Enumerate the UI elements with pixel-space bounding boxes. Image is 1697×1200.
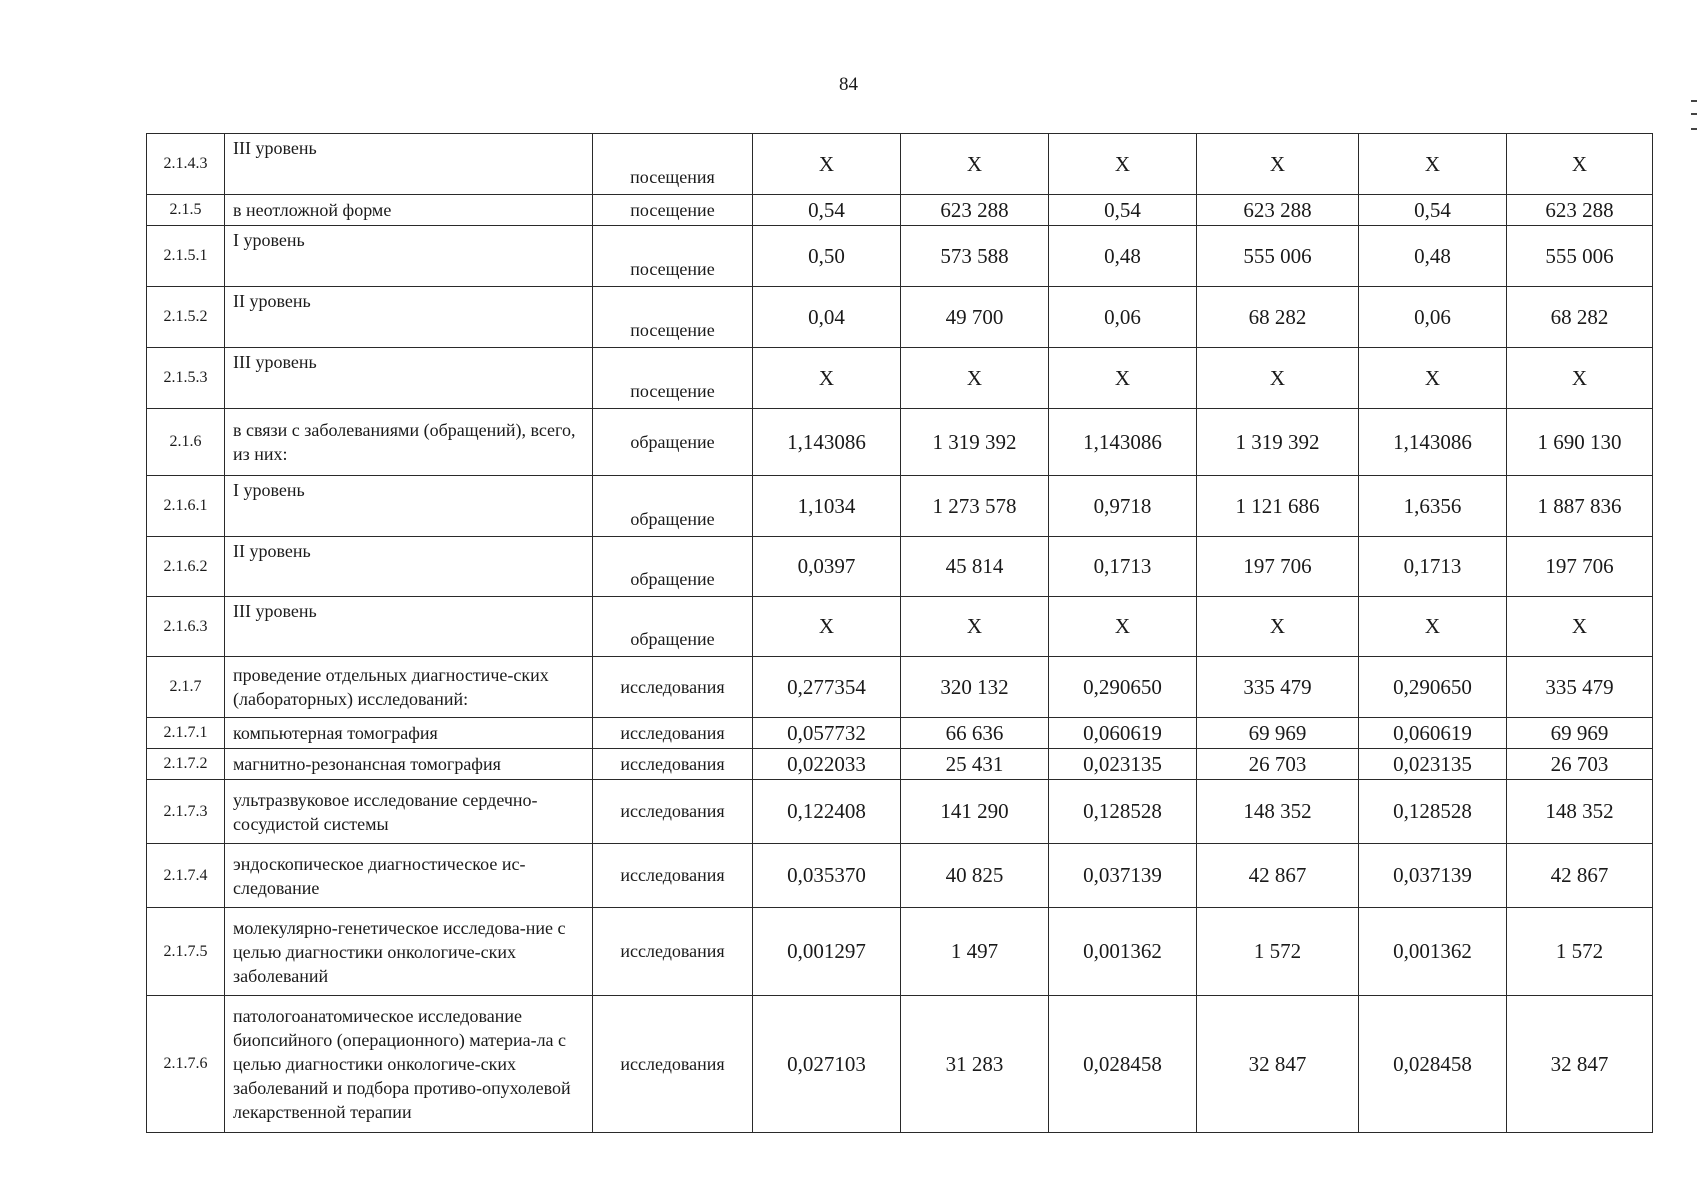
row-code: 2.1.7.3 xyxy=(147,780,225,844)
row-code: 2.1.6.3 xyxy=(147,597,225,657)
row-value: 1 572 xyxy=(1507,908,1653,996)
row-value: 1 887 836 xyxy=(1507,476,1653,537)
row-unit: посещение xyxy=(593,226,753,287)
row-code: 2.1.7 xyxy=(147,657,225,718)
row-value: 69 969 xyxy=(1507,718,1653,749)
row-value: 1 690 130 xyxy=(1507,409,1653,476)
row-value: 0,128528 xyxy=(1359,780,1507,844)
row-value: 1,143086 xyxy=(753,409,901,476)
row-value: 197 706 xyxy=(1197,537,1359,597)
row-value: 0,037139 xyxy=(1359,844,1507,908)
row-value: 623 288 xyxy=(1197,195,1359,226)
row-value: Х xyxy=(901,348,1049,409)
row-value: 335 479 xyxy=(1197,657,1359,718)
table-row xyxy=(147,537,1653,597)
table-row xyxy=(147,348,1653,409)
row-value: 1,143086 xyxy=(1049,409,1197,476)
table-row xyxy=(147,657,1653,718)
row-unit: обращение xyxy=(593,476,753,537)
table-row xyxy=(147,134,1653,195)
row-value: 0,290650 xyxy=(1049,657,1197,718)
row-value: 0,122408 xyxy=(753,780,901,844)
row-value: 0,0397 xyxy=(753,537,901,597)
row-value: Х xyxy=(1359,348,1507,409)
row-unit: исследования xyxy=(593,844,753,908)
row-value: 148 352 xyxy=(1197,780,1359,844)
row-value: Х xyxy=(1507,134,1653,195)
row-value: Х xyxy=(1197,597,1359,657)
row-value: 68 282 xyxy=(1197,287,1359,348)
row-unit: исследования xyxy=(593,780,753,844)
row-unit: обращение xyxy=(593,537,753,597)
row-value: 1 572 xyxy=(1197,908,1359,996)
row-value: 0,48 xyxy=(1359,226,1507,287)
table-row xyxy=(147,718,1653,749)
row-value: 1 121 686 xyxy=(1197,476,1359,537)
row-unit: исследования xyxy=(593,908,753,996)
row-value: 31 283 xyxy=(901,996,1049,1133)
row-unit: исследования xyxy=(593,996,753,1133)
row-code: 2.1.5.2 xyxy=(147,287,225,348)
row-name: магнитно-резонансная томография xyxy=(225,749,593,780)
row-value: 0,277354 xyxy=(753,657,901,718)
row-unit: исследования xyxy=(593,718,753,749)
row-value: 1 273 578 xyxy=(901,476,1049,537)
row-code: 2.1.5.1 xyxy=(147,226,225,287)
row-value: 0,028458 xyxy=(1359,996,1507,1133)
row-value: Х xyxy=(1507,597,1653,657)
row-value: 320 132 xyxy=(901,657,1049,718)
row-value: Х xyxy=(753,597,901,657)
row-code: 2.1.7.2 xyxy=(147,749,225,780)
table-row xyxy=(147,195,1653,226)
data-table xyxy=(146,133,1653,1133)
row-value: 42 867 xyxy=(1197,844,1359,908)
row-value: 0,48 xyxy=(1049,226,1197,287)
row-value: 0,027103 xyxy=(753,996,901,1133)
row-value: Х xyxy=(1049,348,1197,409)
row-value: 68 282 xyxy=(1507,287,1653,348)
row-value: 1 319 392 xyxy=(901,409,1049,476)
row-value: 0,290650 xyxy=(1359,657,1507,718)
row-value: 1,143086 xyxy=(1359,409,1507,476)
row-value: 0,9718 xyxy=(1049,476,1197,537)
row-value: 141 290 xyxy=(901,780,1049,844)
row-value: Х xyxy=(1049,134,1197,195)
row-value: 0,057732 xyxy=(753,718,901,749)
row-name: I уровень xyxy=(225,476,593,537)
row-code: 2.1.5 xyxy=(147,195,225,226)
table-row xyxy=(147,749,1653,780)
row-value: 0,001362 xyxy=(1359,908,1507,996)
table-row xyxy=(147,844,1653,908)
row-name: в связи с заболеваниями (обращений), всего, из них: xyxy=(225,409,593,476)
row-name: в неотложной форме xyxy=(225,195,593,226)
row-value: 573 588 xyxy=(901,226,1049,287)
row-value: 197 706 xyxy=(1507,537,1653,597)
row-value: 0,50 xyxy=(753,226,901,287)
row-name: II уровень xyxy=(225,537,593,597)
row-value: 0,060619 xyxy=(1049,718,1197,749)
row-name: проведение отдельных диагностиче-ских (лабораторных) исследований: xyxy=(225,657,593,718)
row-value: 0,028458 xyxy=(1049,996,1197,1133)
row-value: 335 479 xyxy=(1507,657,1653,718)
row-unit: исследования xyxy=(593,749,753,780)
table-row xyxy=(147,287,1653,348)
table-row xyxy=(147,780,1653,844)
row-unit: посещение xyxy=(593,195,753,226)
row-name: патологоанатомическое исследование биопсийного (операционного) материа-ла с целью диагностики онкологиче-ских заболеваний и подбора противо-опухолевой лекарственной терапии xyxy=(225,996,593,1133)
row-value: 0,128528 xyxy=(1049,780,1197,844)
row-name: I уровень xyxy=(225,226,593,287)
row-value: 1,6356 xyxy=(1359,476,1507,537)
table-row xyxy=(147,409,1653,476)
row-value: 1 319 392 xyxy=(1197,409,1359,476)
row-value: 623 288 xyxy=(1507,195,1653,226)
row-value: 0,022033 xyxy=(753,749,901,780)
row-code: 2.1.7.4 xyxy=(147,844,225,908)
row-code: 2.1.4.3 xyxy=(147,134,225,195)
row-name: ультразвуковое исследование сердечно-сосудистой системы xyxy=(225,780,593,844)
row-value: 69 969 xyxy=(1197,718,1359,749)
row-value: 1,1034 xyxy=(753,476,901,537)
row-value: 0,037139 xyxy=(1049,844,1197,908)
row-value: Х xyxy=(1197,134,1359,195)
row-name: III уровень xyxy=(225,597,593,657)
page-number: 84 xyxy=(839,74,858,95)
row-value: 32 847 xyxy=(1507,996,1653,1133)
row-value: 1 497 xyxy=(901,908,1049,996)
row-unit: обращение xyxy=(593,597,753,657)
row-code: 2.1.6.2 xyxy=(147,537,225,597)
row-value: 26 703 xyxy=(1197,749,1359,780)
row-value: 0,04 xyxy=(753,287,901,348)
row-value: 0,001297 xyxy=(753,908,901,996)
row-value: 0,54 xyxy=(1049,195,1197,226)
row-value: Х xyxy=(753,348,901,409)
row-value: 0,1713 xyxy=(1049,537,1197,597)
row-value: 623 288 xyxy=(901,195,1049,226)
row-value: 26 703 xyxy=(1507,749,1653,780)
row-value: 25 431 xyxy=(901,749,1049,780)
row-value: Х xyxy=(1359,134,1507,195)
row-code: 2.1.7.6 xyxy=(147,996,225,1133)
row-value: Х xyxy=(1507,348,1653,409)
row-value: 148 352 xyxy=(1507,780,1653,844)
row-value: Х xyxy=(1049,597,1197,657)
row-value: Х xyxy=(1197,348,1359,409)
scan-edge-mark xyxy=(1691,100,1697,130)
table-row xyxy=(147,996,1653,1133)
row-unit: посещения xyxy=(593,134,753,195)
row-value: 42 867 xyxy=(1507,844,1653,908)
table-row xyxy=(147,226,1653,287)
row-value: 0,54 xyxy=(1359,195,1507,226)
row-value: Х xyxy=(901,134,1049,195)
row-code: 2.1.7.5 xyxy=(147,908,225,996)
row-name: молекулярно-генетическое исследова-ние с целью диагностики онкологиче-ских заболеваний xyxy=(225,908,593,996)
row-value: 0,023135 xyxy=(1359,749,1507,780)
row-value: 32 847 xyxy=(1197,996,1359,1133)
row-name: эндоскопическое диагностическое ис-следование xyxy=(225,844,593,908)
row-value: 555 006 xyxy=(1197,226,1359,287)
row-code: 2.1.7.1 xyxy=(147,718,225,749)
row-value: Х xyxy=(1359,597,1507,657)
row-value: Х xyxy=(753,134,901,195)
row-value: 49 700 xyxy=(901,287,1049,348)
row-value: 0,54 xyxy=(753,195,901,226)
row-value: 0,060619 xyxy=(1359,718,1507,749)
row-value: 0,06 xyxy=(1049,287,1197,348)
row-code: 2.1.5.3 xyxy=(147,348,225,409)
row-value: 40 825 xyxy=(901,844,1049,908)
row-value: 0,06 xyxy=(1359,287,1507,348)
table-row xyxy=(147,597,1653,657)
row-code: 2.1.6.1 xyxy=(147,476,225,537)
row-name: компьютерная томография xyxy=(225,718,593,749)
row-value: 45 814 xyxy=(901,537,1049,597)
row-value: 0,1713 xyxy=(1359,537,1507,597)
table-row xyxy=(147,476,1653,537)
row-name: III уровень xyxy=(225,134,593,195)
row-value: Х xyxy=(901,597,1049,657)
row-value: 0,023135 xyxy=(1049,749,1197,780)
row-value: 0,001362 xyxy=(1049,908,1197,996)
row-unit: обращение xyxy=(593,409,753,476)
table-row xyxy=(147,908,1653,996)
row-unit: посещение xyxy=(593,348,753,409)
row-code: 2.1.6 xyxy=(147,409,225,476)
row-unit: исследования xyxy=(593,657,753,718)
row-name: II уровень xyxy=(225,287,593,348)
row-value: 0,035370 xyxy=(753,844,901,908)
row-value: 555 006 xyxy=(1507,226,1653,287)
row-unit: посещение xyxy=(593,287,753,348)
row-name: III уровень xyxy=(225,348,593,409)
row-value: 66 636 xyxy=(901,718,1049,749)
